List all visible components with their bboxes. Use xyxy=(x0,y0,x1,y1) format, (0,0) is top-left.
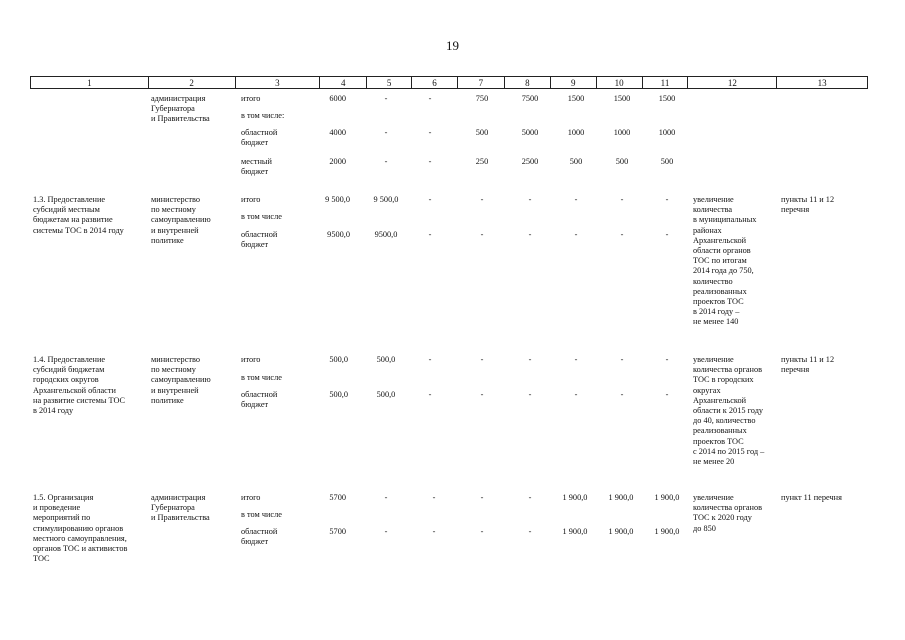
value-cell: 1500 xyxy=(567,94,585,103)
reference-text: пункты 11 и 12 перечня xyxy=(781,195,835,215)
activity-text: 1.4. Предоставление субсидий бюджетам городских округов Архангельской области на развитие системы ТОС в 2014 году xyxy=(33,355,126,416)
funding-label: областной бюджет xyxy=(241,390,278,410)
value-cell: 1000 xyxy=(613,128,631,137)
value-cell: 1 900,0 xyxy=(654,527,680,536)
value-cell: - xyxy=(428,195,432,204)
value-cell: 500 xyxy=(475,128,489,137)
value-cell: - xyxy=(480,527,484,536)
value-cell: 7500 xyxy=(521,94,539,103)
header-cell-2: 2 xyxy=(149,77,236,88)
value-cell: 1 900,0 xyxy=(562,493,588,502)
value-cell: - xyxy=(384,527,388,536)
value-cell: - xyxy=(665,195,669,204)
value-cell: - xyxy=(480,493,484,502)
value-cell: 1 900,0 xyxy=(654,493,680,502)
value-cell: 1500 xyxy=(613,94,631,103)
value-cell: - xyxy=(480,355,484,364)
funding-label: в том числе: xyxy=(241,111,285,120)
funding-label: областной бюджет xyxy=(241,128,278,148)
value-cell: 1 900,0 xyxy=(608,527,634,536)
header-cell-5: 5 xyxy=(367,77,412,88)
value-cell: - xyxy=(574,390,578,399)
activity-text: 1.5. Организация и проведение мероприятий по стимулированию органов местного самоуправления, органов ТОС и активистов ТОС xyxy=(33,493,128,564)
value-cell: 1000 xyxy=(567,128,585,137)
value-cell: - xyxy=(428,128,432,137)
funding-label: итого xyxy=(241,195,261,204)
value-cell: - xyxy=(480,230,484,239)
funding-label: областной бюджет xyxy=(241,230,278,250)
header-cell-8: 8 xyxy=(505,77,551,88)
table-header-row xyxy=(30,76,868,89)
header-cell-3: 3 xyxy=(236,77,321,88)
funding-label: местный бюджет xyxy=(241,157,272,177)
value-cell: 250 xyxy=(475,157,489,166)
value-cell: 500,0 xyxy=(376,355,396,364)
header-cell-11: 11 xyxy=(643,77,689,88)
value-cell: - xyxy=(620,355,624,364)
value-cell: - xyxy=(384,493,388,502)
value-cell: 5700 xyxy=(329,527,346,536)
value-cell: - xyxy=(620,195,624,204)
funding-label: в том числе xyxy=(241,373,282,382)
value-cell: 9500,0 xyxy=(374,230,398,239)
value-cell: - xyxy=(574,195,578,204)
value-cell: - xyxy=(528,230,532,239)
value-cell: 500 xyxy=(615,157,629,166)
value-cell: - xyxy=(428,230,432,239)
executor-text: министерство по местному самоуправлению и внутренней политике xyxy=(151,355,211,405)
value-cell: 5700 xyxy=(329,493,346,502)
value-cell: - xyxy=(665,355,669,364)
funding-label: в том числе xyxy=(241,510,282,519)
funding-label: в том числе xyxy=(241,212,282,221)
value-cell: 1000 xyxy=(658,128,676,137)
value-cell: 500,0 xyxy=(329,390,348,399)
result-text: увеличение количества органов ТОС к 2020 году до 850 xyxy=(693,493,763,533)
header-cell-7: 7 xyxy=(458,77,505,88)
value-cell: 4000 xyxy=(329,128,346,137)
value-cell: 1500 xyxy=(658,94,676,103)
value-cell: - xyxy=(428,94,432,103)
reference-text: пункты 11 и 12 перечня xyxy=(781,355,835,375)
value-cell: 6000 xyxy=(329,94,346,103)
value-cell: - xyxy=(384,157,388,166)
result-text: увеличение количества органов ТОС в городских округах Архангельской области к 2015 году до 40, количество реализованных проектов ТОС с 2014 по 2015 год – не менее 20 xyxy=(693,355,765,467)
value-cell: - xyxy=(428,390,432,399)
value-cell: - xyxy=(432,493,436,502)
value-cell: - xyxy=(574,230,578,239)
result-text: увеличение количества в муниципальных районах Архангельской области органов ТОС по итогам 2014 года до 750, количество реализованных проектов ТОС в 2014 году – не менее 140 xyxy=(693,195,757,327)
value-cell: - xyxy=(620,390,624,399)
value-cell: - xyxy=(665,390,669,399)
value-cell: - xyxy=(528,527,532,536)
value-cell: - xyxy=(480,195,484,204)
value-cell: 500 xyxy=(569,157,583,166)
page-number: 19 xyxy=(446,38,459,53)
value-cell: 2000 xyxy=(329,157,346,166)
value-cell: 9 500,0 xyxy=(325,195,350,204)
value-cell: - xyxy=(428,157,432,166)
value-cell: - xyxy=(528,355,532,364)
value-cell: - xyxy=(528,390,532,399)
value-cell: 2500 xyxy=(521,157,539,166)
value-cell: - xyxy=(574,355,578,364)
header-cell-12: 12 xyxy=(688,77,777,88)
value-cell: 9 500,0 xyxy=(373,195,399,204)
funding-label: итого xyxy=(241,493,261,502)
value-cell: - xyxy=(384,128,388,137)
funding-label: областной бюджет xyxy=(241,527,278,547)
value-cell: 500 xyxy=(660,157,674,166)
header-cell-9: 9 xyxy=(551,77,597,88)
value-cell: - xyxy=(528,493,532,502)
executor-text: администрация Губернатора и Правительства xyxy=(151,94,210,124)
value-cell: 750 xyxy=(475,94,489,103)
executor-text: министерство по местному самоуправлению и внутренней политике xyxy=(151,195,211,245)
funding-label: итого xyxy=(241,94,261,103)
value-cell: 5000 xyxy=(521,128,539,137)
executor-text: администрация Губернатора и Правительства xyxy=(151,493,210,523)
header-cell-13: 13 xyxy=(817,78,827,88)
activity-text: 1.3. Предоставление субсидий местным бюджетам на развитие системы ТОС в 2014 году xyxy=(33,195,124,235)
reference-text: пункт 11 перечня xyxy=(781,493,842,502)
value-cell: - xyxy=(528,195,532,204)
value-cell: - xyxy=(432,527,436,536)
value-cell: 500,0 xyxy=(329,355,348,364)
value-cell: - xyxy=(428,355,432,364)
header-cell-1: 1 xyxy=(31,77,149,88)
header-cell-6: 6 xyxy=(412,77,458,88)
value-cell: 1 900,0 xyxy=(562,527,588,536)
value-cell: - xyxy=(665,230,669,239)
funding-label: итого xyxy=(241,355,261,364)
value-cell: - xyxy=(620,230,624,239)
value-cell: 500,0 xyxy=(376,390,396,399)
header-cell-4: 4 xyxy=(320,77,367,88)
header-cell-10: 10 xyxy=(597,77,643,88)
value-cell: - xyxy=(480,390,484,399)
value-cell: 9500,0 xyxy=(327,230,350,239)
value-cell: - xyxy=(384,94,388,103)
value-cell: 1 900,0 xyxy=(608,493,634,502)
